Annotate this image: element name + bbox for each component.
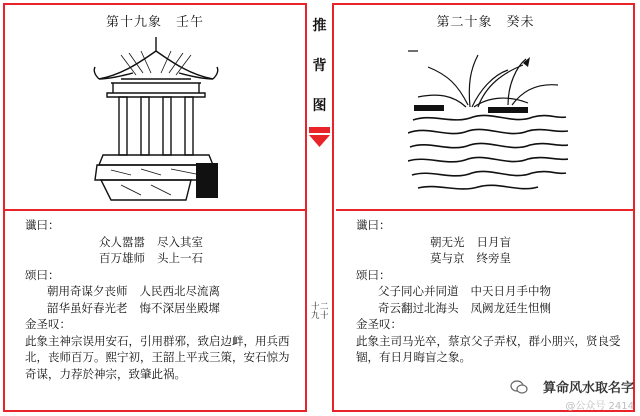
- page-num-left: 十 九: [311, 302, 320, 321]
- left-song-label: 颂曰：: [25, 267, 60, 282]
- right-song-line-1: 父子同心并同道 中天日月手中物: [378, 284, 551, 298]
- reeds-water-illustration: [408, 45, 568, 195]
- watermark-text: 算命风水取名字: [542, 381, 634, 396]
- left-song-line-1: 朝用奇谋夕丧师 人民西北尽流离: [47, 284, 220, 298]
- right-chen-line-1: 朝无光 日月盲: [430, 234, 511, 249]
- spine-char-3: 图: [312, 98, 327, 114]
- spine-fishtail-mark: [307, 135, 332, 149]
- spine: [305, 3, 334, 412]
- left-divider: [5, 209, 305, 211]
- right-song-line-2: 奇云翻过北海头 凤阙龙廷生怛恻: [378, 300, 551, 315]
- pavilion-illustration: [91, 35, 221, 205]
- watermark-subtext: @公众号 2414: [565, 401, 634, 412]
- right-title: 第二十象 癸未: [436, 15, 535, 30]
- right-comment-label: 金圣叹：: [356, 317, 402, 331]
- right-comment: 此象主司马光卒，蔡京父子弄权，群小朋兴，贤良受锢，有日月晦盲之象。: [356, 333, 621, 364]
- right-song-label: 颂曰：: [356, 267, 391, 282]
- left-song-line-2: 韶华虽好春光老 悔不深居坐殿墀: [47, 300, 220, 315]
- left-title: 第十九象 壬午: [105, 15, 204, 30]
- left-chen-line-2: 百万雄师 头上一石: [99, 251, 203, 265]
- spine-char-2: 背: [312, 58, 327, 74]
- right-page: [336, 3, 635, 413]
- left-page: [5, 3, 305, 413]
- page-num-right: 二 十: [320, 302, 329, 321]
- left-chen-label: 谶曰：: [25, 218, 60, 232]
- wechat-icon: [510, 380, 528, 394]
- spine-red-bar: [309, 127, 330, 133]
- left-comment: 此象主神宗误用安石，引用群邪，致启边衅，用兵西北，丧师百万。熙宁初，王韶上平戎三策，安石惊为奇谋，力荐於神宗，致肇此祸。: [25, 333, 290, 381]
- spine-char-1: 推: [312, 18, 327, 34]
- right-divider: [336, 209, 635, 211]
- left-text: [25, 217, 297, 382]
- right-chen-line-2: 莫与京 终旁皇: [430, 251, 511, 265]
- right-text: [356, 217, 627, 366]
- left-comment-label: 金圣叹：: [25, 317, 71, 331]
- left-chen-line-1: 众人嚣嚣 尽入其室: [99, 234, 203, 249]
- right-chen-label: 谶曰：: [356, 218, 391, 232]
